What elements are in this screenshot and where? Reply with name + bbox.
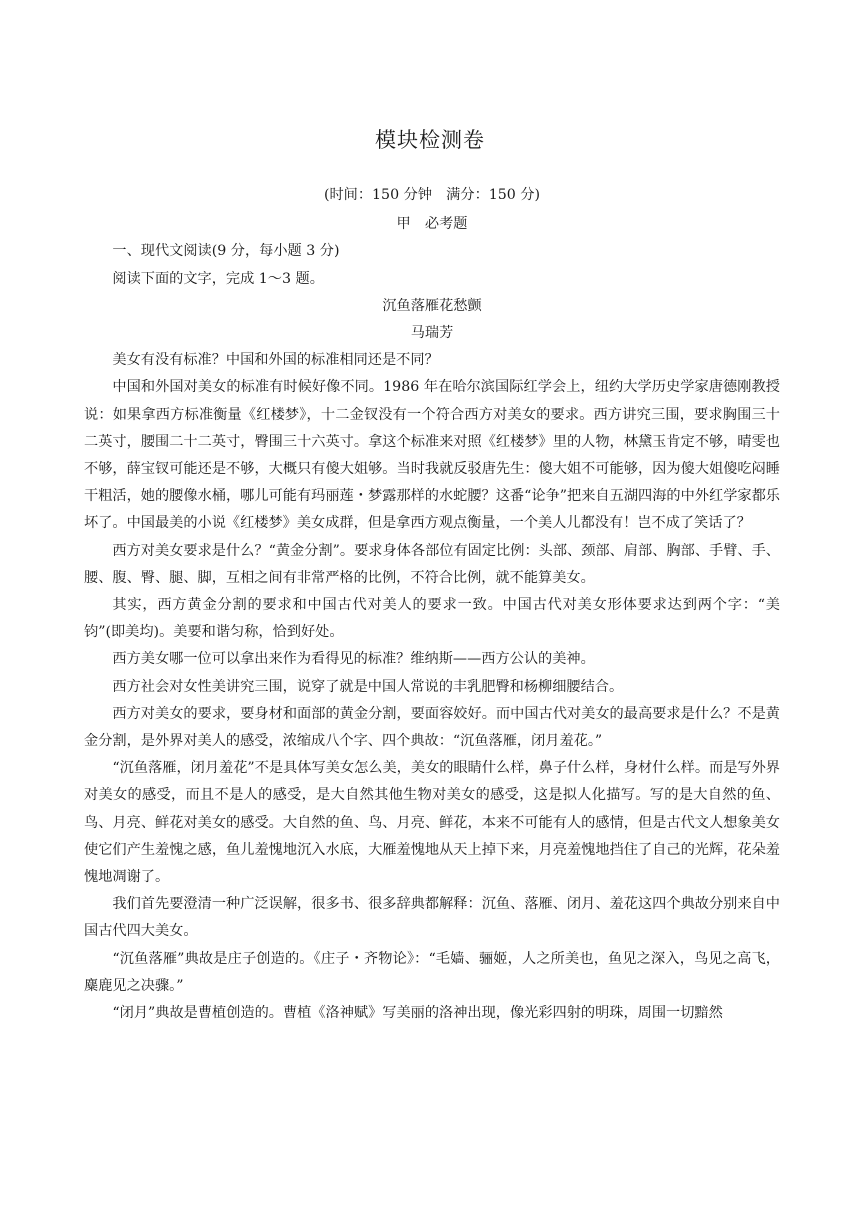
part-heading: 甲 必考题 bbox=[396, 216, 468, 233]
paragraph: 美女有没有标准？中国和外国的标准相同还是不同？ bbox=[112, 352, 439, 369]
section-heading: 一、现代文阅读(9 分，每小题 3 分) bbox=[112, 243, 340, 260]
article-author: 马瑞芳 bbox=[410, 325, 454, 342]
paragraph: “闭月”典故是曹植创造的。曹植《洛神赋》写美丽的洛神出现，像光彩四射的明珠，周围一切黯然 bbox=[112, 1005, 723, 1022]
paragraph: 西方对美女要求是什么？“黄金分割”。要求身体各部位有固定比例：头部、颈部、肩部、胸部、手臂、手、腰、腹、臀、腿、脚，互相之间有非常严格的比例，不符合比例，就不能算美女。 bbox=[84, 542, 780, 586]
article-title: 沉鱼落雁花愁颤 bbox=[382, 297, 482, 314]
document-body bbox=[84, 182, 780, 1027]
paragraph: 西方对美女的要求，要身材和面部的黄金分割，要面容姣好。而中国古代对美女的最高要求是什么？不是黄金分割，是外界对美人的感受，浓缩成八个字、四个典故：“沉鱼落雁，闭月羞花。” bbox=[84, 705, 780, 750]
paragraph: “沉鱼落雁”典故是庄子创造的。《庄子・齐物论》：“毛嫱、骊姬，人之所美也，鱼见之深入，鸟见之高飞，麋鹿见之决骤。” bbox=[84, 950, 780, 994]
paragraph: “沉鱼落雁，闭月羞花”不是具体写美女怎么美，美女的眼睛什么样，鼻子什么样，身材什么样。而是写外界对美女的感受，而且不是人的感受，是大自然其他生物对美女的感受，这是拟人化描写。写的是大自然的鱼、鸟、月亮、鲜花对美女的感受。大自然的鱼、鸟、月亮、鲜花，本来不可能有人的感情，但是古代文人想象美女使它们产生羞愧之感，鱼儿羞愧地沉入水底，大雁羞愧地从天上掉下来，月亮羞愧地挡住了自己的光辉，花朵羞愧地凋谢了。 bbox=[84, 760, 780, 886]
paragraph: 其实，西方黄金分割的要求和中国古代对美人的要求一致。中国古代对美女形体要求达到两个字：“美钧”(即美均)。美要和谐匀称，恰到好处。 bbox=[84, 597, 780, 641]
paragraph: 西方美女哪一位可以拿出来作为看得见的标准？维纳斯——西方公认的美神。 bbox=[112, 651, 595, 668]
instruction: 阅读下面的文字，完成 1～3 题。 bbox=[112, 270, 324, 287]
paragraph: 西方社会对女性美讲究三围，说穿了就是中国人常说的丰乳肥臀和杨柳细腰结合。 bbox=[112, 678, 624, 695]
page-title: 模块检测卷 bbox=[375, 128, 485, 152]
exam-meta: (时间：150 分钟 满分：150 分) bbox=[323, 187, 541, 203]
paragraph: 中国和外国对美女的标准有时候好像不同。1986 年在哈尔滨国际红学会上，纽约大学历史学家唐德刚教授说：如果拿西方标准衡量《红楼梦》，十二金钗没有一个符合西方对美女的要求。西方讲究三围，要求胸围三十二英寸，腰围二十二英寸，臀围三十六英寸。拿这个标准来对照《红楼梦》里的人物，林黛玉肯定不够，晴雯也不够，薛宝钗可能还是不够，大概只有傻大姐够。当时我就反驳唐先生：傻大姐不可能够，因为傻大姐傻吃闷睡干粗活，她的腰像水桶，哪儿可能有玛丽莲・梦露那样的水蛇腰？这番“论争”把来自五湖四海的中外红学家都乐坏了。中国最美的小说《红楼梦》美女成群，但是拿西方观点衡量，一个美人儿都没有！岂不成了笑话了？ bbox=[84, 379, 780, 532]
paragraph: 我们首先要澄清一种广泛误解，很多书、很多辞典都解释：沉鱼、落雁、闭月、羞花这四个典故分别来自中国古代四大美女。 bbox=[84, 896, 780, 940]
